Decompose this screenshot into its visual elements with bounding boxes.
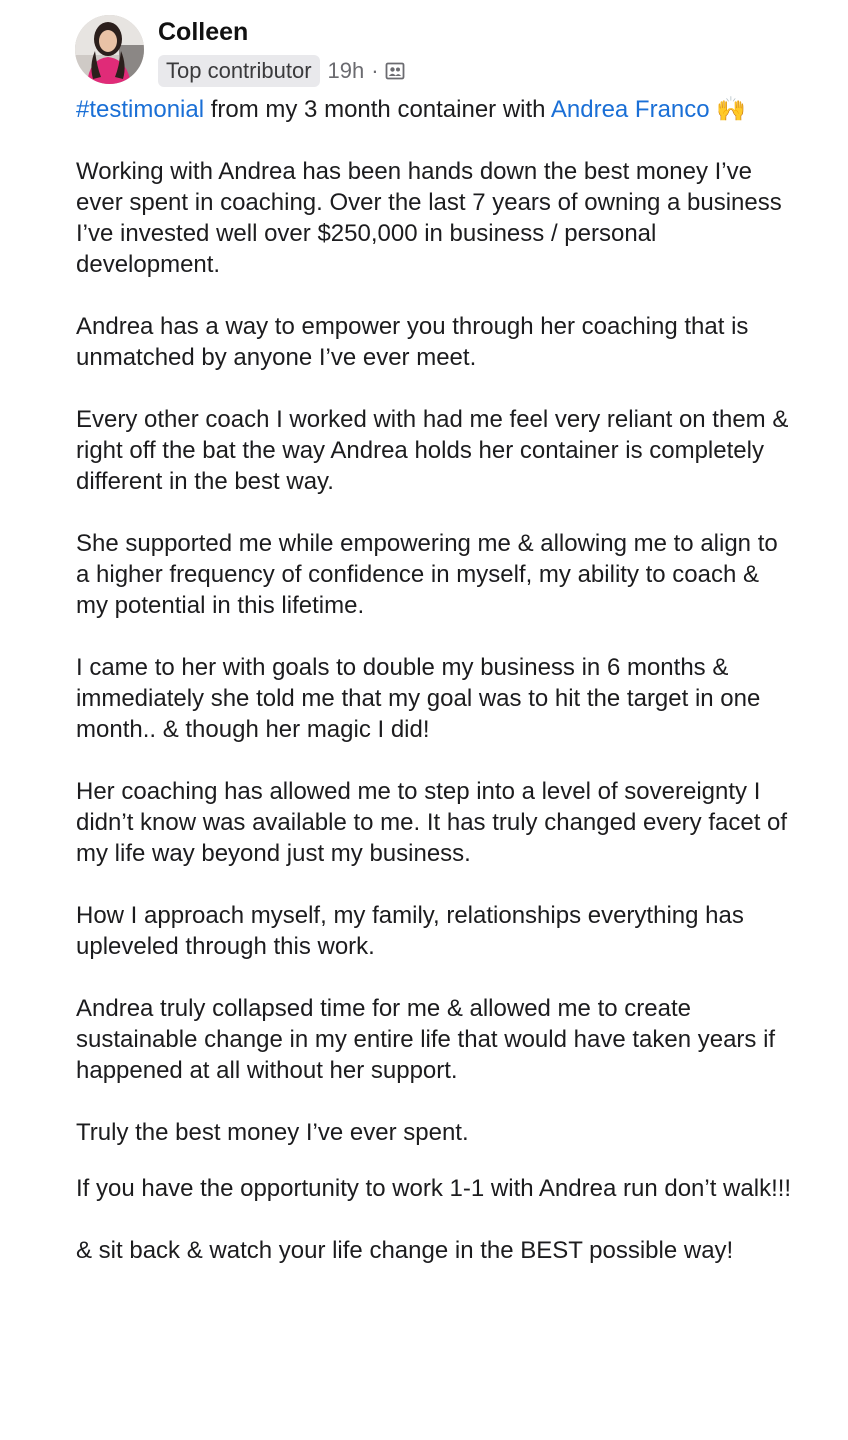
paragraph-2: Andrea has a way to empower you through her coaching that is unmatched by anyone I’ve ever meet. xyxy=(76,313,749,371)
paragraph-10: If you have the opportunity to work 1-1 with Andrea run don’t walk!!! xyxy=(76,1175,792,1202)
raised-hands-emoji: 🙌 xyxy=(716,96,747,123)
author-avatar[interactable] xyxy=(75,15,144,84)
post-body xyxy=(76,94,796,1297)
paragraph-3: Every other coach I worked with had me feel very reliant on them & right off the bat the way Andrea holds her container is completely different in the best way. xyxy=(76,406,789,495)
meta-separator: · xyxy=(371,58,379,83)
paragraph-1: Working with Andrea has been hands down the best money I’ve ever spent in coaching. Over the last 7 years of owning a business I’ve invested well over $250,000 in business / personal development. xyxy=(76,158,782,278)
author-name[interactable]: Colleen xyxy=(158,18,249,46)
paragraph-4: She supported me while empowering me & allowing me to align to a higher frequency of confidence in myself, my ability to coach & my potential in this lifetime. xyxy=(76,530,778,619)
paragraph-8: Andrea truly collapsed time for me & allowed me to create sustainable change in my entire life that would have taken years if happened at all without her support. xyxy=(76,995,776,1084)
post-meta xyxy=(158,54,405,88)
post-timestamp[interactable]: 19h xyxy=(327,58,365,83)
paragraph-5: I came to her with goals to double my business in 6 months & immediately she told me that my goal was to hit the target in one month.. & though her magic I did! xyxy=(76,654,761,743)
group-members-icon xyxy=(385,61,405,81)
paragraph-9: Truly the best money I’ve ever spent. xyxy=(76,1119,469,1146)
intro-text: from my 3 month container with xyxy=(204,96,551,123)
hashtag-link[interactable]: #testimonial xyxy=(76,96,205,123)
mention-link[interactable]: Andrea Franco xyxy=(550,96,710,123)
avatar-photo-icon xyxy=(75,15,144,84)
post-intro xyxy=(76,94,796,125)
paragraph-6: Her coaching has allowed me to step into a level of sovereignty I didn’t know was available to me. It has truly changed every facet of my life way beyond just my business. xyxy=(76,778,788,867)
top-contributor-badge[interactable]: Top contributor xyxy=(158,55,320,87)
paragraph-7: How I approach myself, my family, relationships everything has upleveled through this work. xyxy=(76,902,744,960)
paragraph-11: & sit back & watch your life change in the BEST possible way! xyxy=(76,1237,734,1264)
